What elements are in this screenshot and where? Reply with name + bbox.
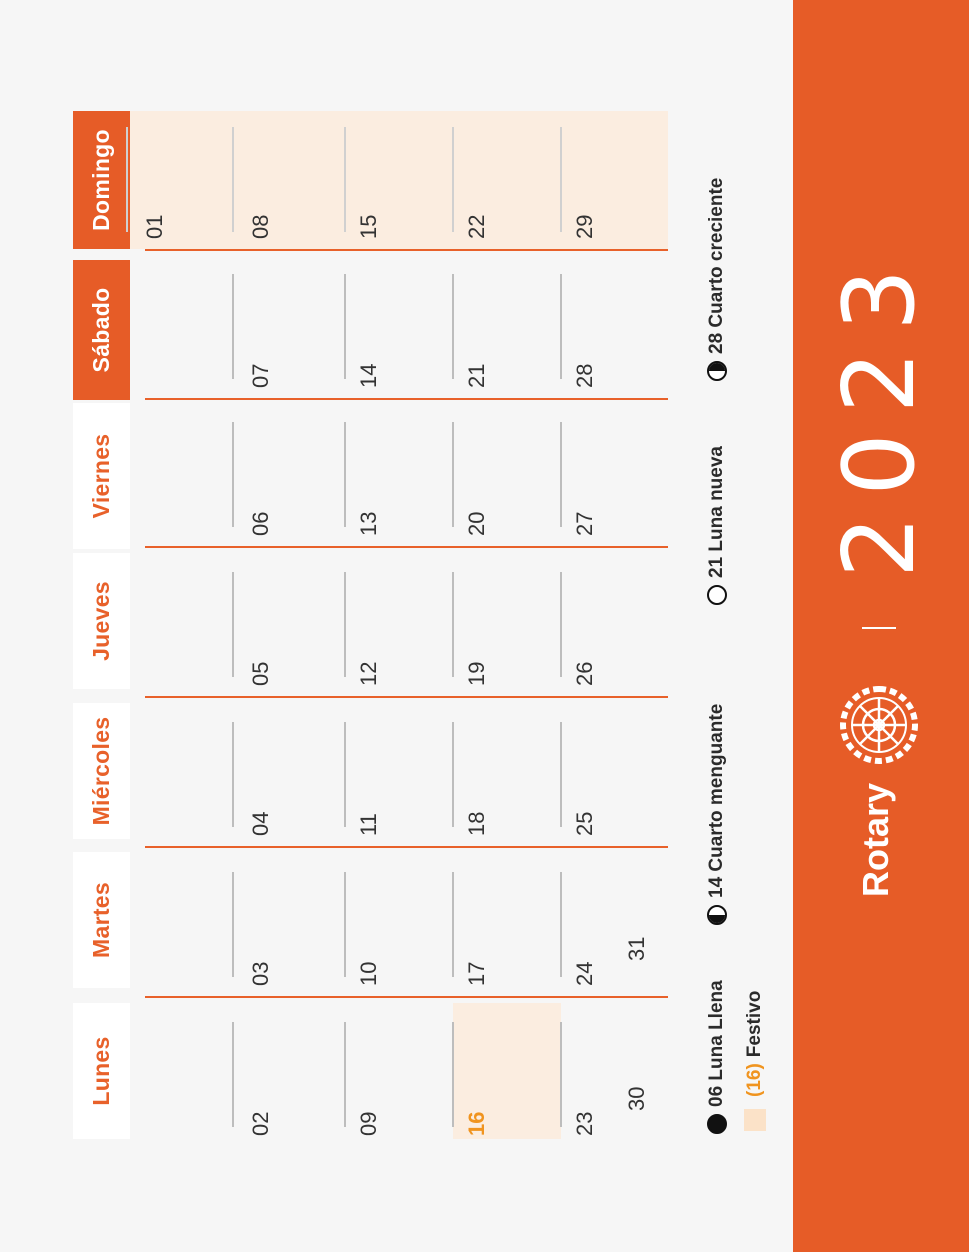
day-cell: 24 [572, 961, 597, 986]
day-cell: 30 [624, 1086, 649, 1111]
row-line [452, 572, 454, 677]
day-cell: 15 [356, 214, 381, 239]
day-cell: 04 [248, 811, 273, 836]
row-line [560, 872, 562, 977]
day-cell: 28 [572, 363, 597, 388]
legend-full-moon [706, 980, 728, 1134]
row-line [560, 274, 562, 379]
day-cell: 25 [572, 811, 597, 836]
day-cell: 06 [248, 511, 273, 536]
day-cell: 13 [356, 511, 381, 536]
day-cell: 08 [248, 214, 273, 239]
last-quarter-moon-icon [707, 905, 727, 925]
day-cell: 07 [248, 363, 273, 388]
first-quarter-moon-icon [707, 361, 727, 381]
legend-full-moon-label: 06 Luna Llena [706, 980, 727, 1107]
day-cell: 23 [572, 1111, 597, 1136]
header-sabado: Sábado [73, 260, 130, 400]
row-line [232, 572, 234, 677]
day-cell: 29 [572, 214, 597, 239]
header-jueves: Jueves [73, 553, 130, 689]
row-line [344, 127, 346, 232]
row-line [560, 572, 562, 677]
row-line [452, 1022, 454, 1127]
header-lunes: Lunes [73, 1003, 130, 1139]
legend-first-quarter-label: 28 Cuarto creciente [706, 177, 727, 354]
header-miercoles: Miércoles [73, 703, 130, 839]
row-line [344, 572, 346, 677]
row-line [452, 274, 454, 379]
day-cell: 03 [248, 961, 273, 986]
day-cell: 05 [248, 661, 273, 686]
day-cell: 16 [464, 1111, 489, 1136]
row-line [344, 422, 346, 527]
day-cell: 20 [464, 511, 489, 536]
year-title: 2023 [823, 248, 937, 578]
legend-new-moon [706, 446, 728, 605]
day-cell: 12 [356, 661, 381, 686]
row-line [344, 872, 346, 977]
row-line [232, 127, 234, 232]
new-moon-icon [707, 585, 727, 605]
row-line [232, 1022, 234, 1127]
row-line [232, 872, 234, 977]
legend-last-quarter [706, 704, 728, 925]
row-line [452, 722, 454, 827]
day-cell: 02 [248, 1111, 273, 1136]
day-cell: 18 [464, 811, 489, 836]
footer-separator [862, 627, 896, 629]
row-line [344, 274, 346, 379]
row-line [560, 722, 562, 827]
brand-wordmark: Rotary [855, 782, 896, 897]
day-cell: 17 [464, 961, 489, 986]
header-domingo: Domingo [73, 111, 130, 249]
row-line [560, 127, 562, 232]
legend-new-moon-label: 21 Luna nueva [706, 446, 727, 578]
row-line [452, 872, 454, 977]
legend-last-quarter-label: 14 Cuarto menguante [706, 703, 727, 898]
row-line [452, 422, 454, 527]
row-line [232, 422, 234, 527]
day-cell: 27 [572, 511, 597, 536]
legend-first-quarter [706, 178, 728, 381]
row-line [232, 274, 234, 379]
day-cell: 19 [464, 661, 489, 686]
header-martes: Martes [73, 852, 130, 988]
day-cell: 22 [464, 214, 489, 239]
footer-band [793, 0, 969, 1252]
day-cell: 21 [464, 363, 489, 388]
legend-holiday [744, 991, 766, 1131]
column-separator [145, 399, 668, 401]
column-separator [145, 997, 668, 999]
day-cell: 09 [356, 1111, 381, 1136]
row-line [344, 722, 346, 827]
column-separator [145, 847, 668, 849]
legend-holiday-number: (16) [744, 1063, 765, 1097]
column-separator [145, 250, 668, 252]
day-cell: 14 [356, 363, 381, 388]
day-cell: 11 [356, 813, 381, 836]
rotary-wheel-icon [836, 682, 922, 768]
row-line [344, 1022, 346, 1127]
legend-holiday-label: Festivo [744, 990, 765, 1058]
day-cell: 31 [624, 936, 649, 961]
column-separator [145, 697, 668, 699]
row-line [126, 127, 128, 232]
header-viernes: Viernes [73, 403, 130, 549]
row-line [232, 722, 234, 827]
day-cell: 10 [356, 961, 381, 986]
row-line [560, 1022, 562, 1127]
column-separator [145, 547, 668, 549]
day-cell: 26 [572, 661, 597, 686]
row-line [452, 127, 454, 232]
holiday-swatch [744, 1109, 766, 1131]
full-moon-icon [707, 1114, 727, 1134]
row-line [560, 422, 562, 527]
day-cell: 01 [142, 214, 167, 239]
